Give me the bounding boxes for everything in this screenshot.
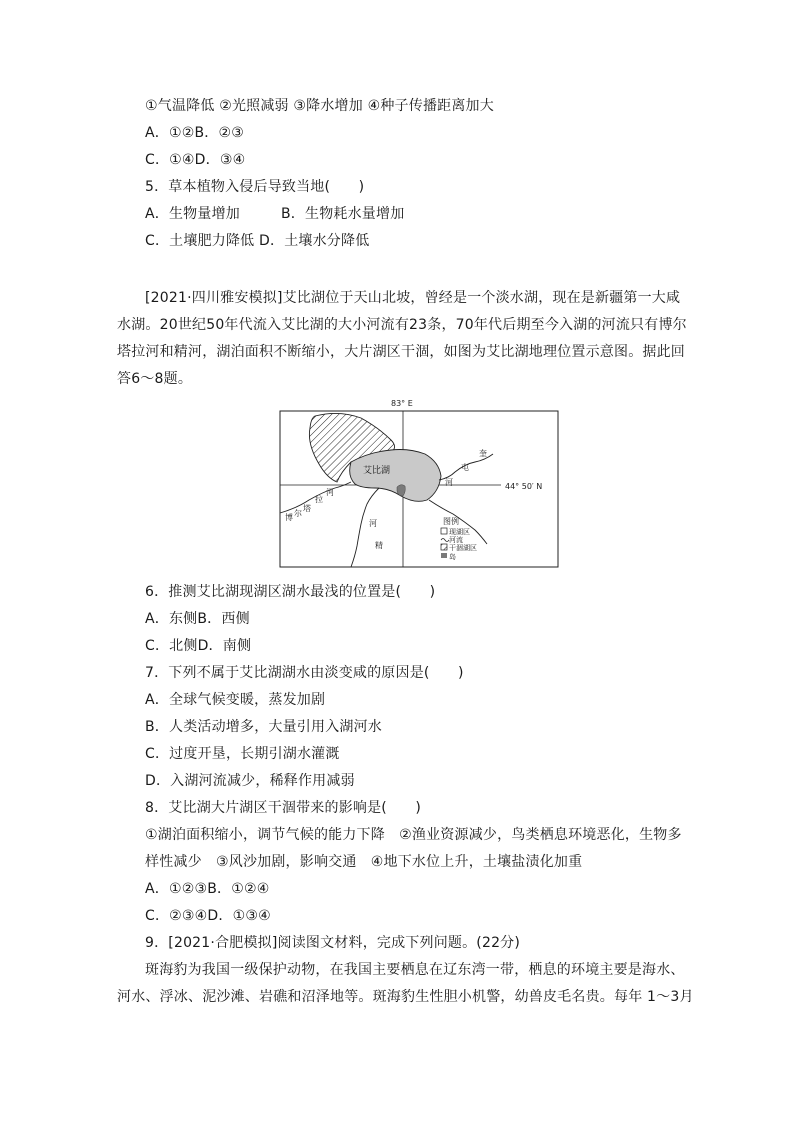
legend-current-lake: 现湖区 (449, 528, 470, 536)
lake-label: 艾比湖 (363, 466, 391, 476)
legend-swatch-island (441, 553, 447, 558)
passage-line-1: [2021·四川雅安模拟]艾比湖位于天山北坡，曾经是一个淡水湖，现在是新疆第一大咸 (145, 290, 681, 306)
island (397, 485, 405, 496)
q8-choice-ab: A．①②③B．①②④ (145, 881, 270, 897)
q5-stem: 5．草本植物入侵后导致当地( ) (145, 179, 365, 195)
q8-stem: 8．艾比湖大片湖区干涸带来的影响是( ) (145, 800, 422, 816)
q5-choice-cd: C．土壤肥力降低 D．土壤水分降低 (145, 233, 370, 249)
river-char-kui: 奎 (479, 449, 487, 458)
q5-choice-b: B．生物耗水量增加 (281, 206, 405, 222)
legend-title: 图例 (443, 517, 459, 526)
passage-line-2: 水湖。20世纪50年代流入艾比湖的大小河流有23条，70年代后期至今入湖的河流只有博尔 (117, 317, 687, 333)
river-char-er: 尔 (294, 509, 302, 518)
q9-line-1: 斑海豹为我国一级保护动物，在我国主要栖息在辽东湾一带，栖息的环境主要是海水、 (145, 962, 685, 978)
q5-choice-a: A．生物量增加 (145, 206, 240, 222)
q6-stem: 6．推测艾比湖现湖区湖水最浅的位置是( ) (145, 584, 436, 600)
q7-choice-d: D．入湖河流减少，稀释作用减弱 (145, 773, 355, 789)
q4-choice-cd: C．①④D．③④ (145, 152, 246, 168)
q7-choice-c: C．过度开垦，长期引湖水灌溉 (145, 746, 340, 762)
longitude-label: 83° E (391, 399, 413, 408)
q8-choice-cd: C．②③④D．①③④ (145, 908, 271, 924)
q9-stem: 9．[2021·合肥模拟]阅读图文材料，完成下列问题。(22分) (145, 935, 521, 951)
q9-line-2: 河水、浮冰、泥沙滩、岩礁和沼泽地等。斑海豹生性胆小机警，幼兽皮毛名贵。每年 1～3月 (117, 989, 694, 1005)
q7-stem: 7．下列不属于艾比湖湖水由淡变咸的原因是( ) (145, 665, 464, 681)
river-char-he1: 河 (326, 488, 334, 497)
q6-choice-cd: C．北侧D．南侧 (145, 638, 252, 654)
latitude-label: 44° 50′ N (505, 482, 543, 491)
q6-choice-ab: A．东侧B．西侧 (145, 611, 250, 627)
ebinur-lake-map (279, 396, 559, 568)
legend-swatch-current-lake (441, 528, 447, 534)
q8-options-line-1: ①湖泊面积缩小，调节气候的能力下降 ②渔业资源减少，鸟类栖息环境恶化，生物多 (145, 827, 682, 843)
legend-river: 河流 (449, 536, 463, 544)
river-char-bo: 博 (285, 513, 293, 522)
legend-island: 岛 (449, 553, 456, 561)
river-char-ta: 塔 (303, 504, 311, 513)
q4-choice-ab: A．①②B．②③ (145, 125, 244, 141)
q8-options-line-2: 样性减少 ③风沙加剧，影响交通 ④地下水位上升，土壤盐渍化加重 (145, 854, 583, 870)
legend-dry-lake: 干涸湖区 (449, 544, 477, 552)
river-char-jing: 精 (375, 541, 383, 550)
legend-swatch-dry-lake (441, 544, 447, 550)
river-char-he2: 河 (369, 519, 377, 528)
river-char-la: 拉 (315, 495, 323, 504)
river-char-tun: 屯 (461, 463, 469, 472)
q7-choice-b: B．人类活动增多，大量引用入湖河水 (145, 719, 383, 735)
q4-options-line: ①气温降低 ②光照减弱 ③降水增加 ④种子传播距离加大 (145, 98, 494, 114)
passage-line-3: 塔拉河和精河，湖泊面积不断缩小，大片湖区干涸，如图为艾比湖地理位置示意图。据此回 (117, 344, 685, 360)
q7-choice-a: A．全球气候变暖，蒸发加剧 (145, 692, 326, 708)
river-char-he3: 河 (445, 478, 453, 487)
passage-line-4: 答6～8题。 (117, 371, 193, 387)
